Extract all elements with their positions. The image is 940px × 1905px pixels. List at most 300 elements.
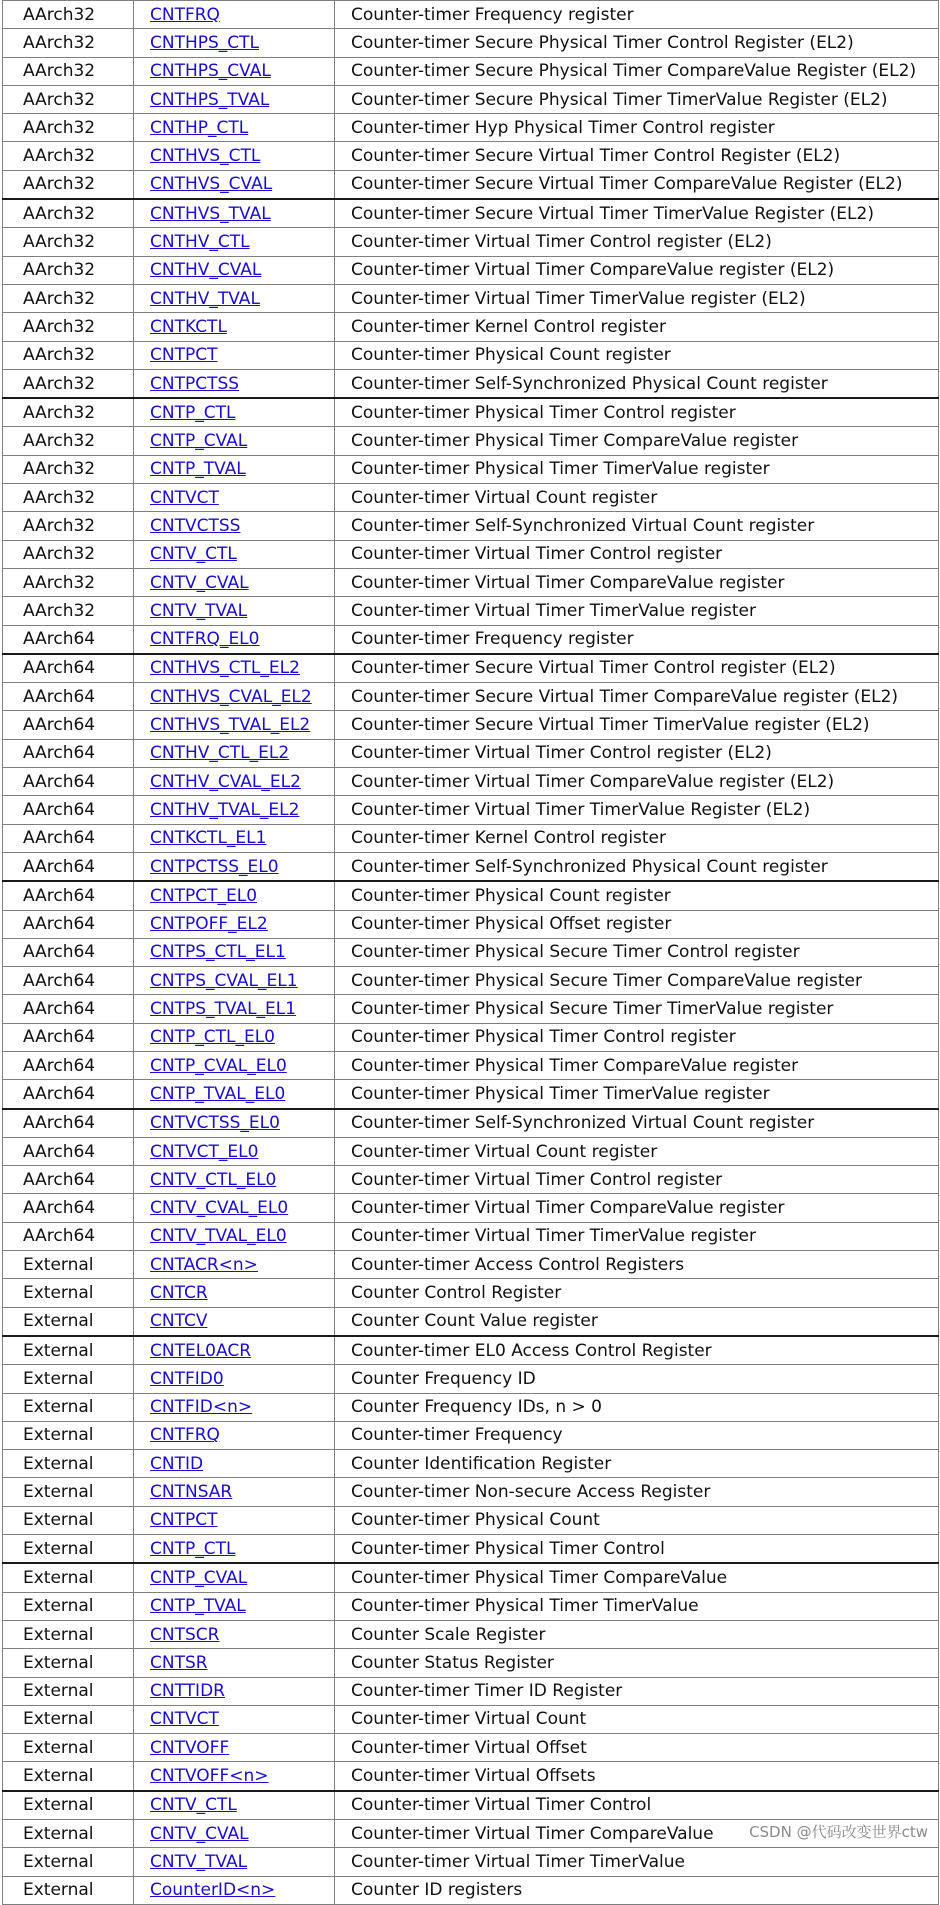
register-name-cell — [134, 1080, 335, 1109]
register-link[interactable]: CNTHPS_TVAL — [150, 89, 270, 110]
register-description-cell: Counter-timer Physical Secure Timer TimerValue register — [335, 995, 939, 1023]
register-link[interactable]: CNTHPS_CVAL — [150, 61, 271, 82]
table-row — [3, 625, 939, 654]
table-row — [3, 1023, 939, 1051]
table-row — [3, 796, 939, 824]
execution-state-cell: AArch64 — [3, 1109, 134, 1138]
register-name-cell — [134, 1876, 335, 1904]
table-row — [3, 938, 939, 966]
execution-state-cell: AArch64 — [3, 995, 134, 1023]
register-link[interactable]: CNTVOFF<n> — [150, 1766, 269, 1787]
register-link[interactable]: CNTV_TVAL — [150, 1851, 248, 1872]
register-description-cell: Counter-timer Virtual Timer Control register — [335, 540, 939, 568]
register-name-cell — [134, 1535, 335, 1564]
execution-state-cell: AArch32 — [3, 85, 134, 113]
register-link[interactable]: CNTP_TVAL_EL0 — [150, 1083, 286, 1104]
register-description-cell: Counter-timer Physical Timer CompareValue — [335, 1563, 939, 1592]
register-description-cell: Counter-timer Frequency register — [335, 1, 939, 29]
register-description-cell: Counter-timer Virtual Timer Control register (EL2) — [335, 228, 939, 256]
execution-state-cell: AArch32 — [3, 1, 134, 29]
table-row — [3, 142, 939, 170]
register-description-cell: Counter-timer Virtual Timer Control register — [335, 1166, 939, 1194]
register-name-cell — [134, 1820, 335, 1848]
table-row — [3, 1649, 939, 1677]
table-row — [3, 654, 939, 683]
register-link[interactable]: CNTHP_CTL — [150, 117, 249, 138]
register-link[interactable]: CNTHVS_TVAL_EL2 — [150, 715, 311, 736]
execution-state-cell: AArch32 — [3, 398, 134, 427]
register-name-cell — [134, 1194, 335, 1222]
register-link[interactable]: CNTSCR — [150, 1624, 220, 1645]
execution-state-cell: External — [3, 1848, 134, 1876]
register-description-cell: Counter-timer Virtual Timer TimerValue — [335, 1848, 939, 1876]
register-link[interactable]: CNTID — [150, 1453, 204, 1474]
register-name-cell — [134, 568, 335, 596]
register-name-cell — [134, 1109, 335, 1138]
register-name-cell — [134, 398, 335, 427]
execution-state-cell: AArch32 — [3, 228, 134, 256]
table-row — [3, 228, 939, 256]
execution-state-cell: External — [3, 1336, 134, 1365]
register-description-cell: Counter-timer Self-Synchronized Virtual Count register — [335, 1109, 939, 1138]
register-description-cell: Counter-timer Physical Timer Control — [335, 1535, 939, 1564]
register-name-cell — [134, 1166, 335, 1194]
execution-state-cell: External — [3, 1649, 134, 1677]
register-link[interactable]: CNTP_CTL — [150, 402, 236, 423]
register-description-cell: Counter-timer Virtual Timer CompareValue register — [335, 568, 939, 596]
table-row — [3, 284, 939, 312]
execution-state-cell: External — [3, 1762, 134, 1791]
execution-state-cell: AArch32 — [3, 57, 134, 85]
execution-state-cell: External — [3, 1535, 134, 1564]
register-description-cell: Counter-timer Physical Count register — [335, 881, 939, 910]
register-name-cell — [134, 484, 335, 512]
register-link[interactable]: CNTPCT — [150, 1510, 218, 1531]
table-row — [3, 1620, 939, 1648]
register-name-cell — [134, 1649, 335, 1677]
register-description-cell: Counter-timer Hyp Physical Timer Control register — [335, 114, 939, 142]
register-link[interactable]: CNTV_CTL — [150, 1795, 237, 1816]
register-link[interactable]: CNTHVS_CVAL — [150, 174, 273, 195]
register-name-cell — [134, 711, 335, 739]
register-table — [2, 0, 939, 1905]
register-description-cell: Counter-timer Frequency register — [335, 625, 939, 654]
register-name-cell — [134, 1848, 335, 1876]
register-name-cell — [134, 1762, 335, 1791]
register-description-cell: Counter-timer Secure Virtual Timer Control Register (EL2) — [335, 142, 939, 170]
register-description-cell: Counter-timer Self-Synchronized Physical Count register — [335, 852, 939, 881]
table-row — [3, 1421, 939, 1449]
table-row — [3, 1051, 939, 1079]
register-link[interactable]: CNTV_CVAL — [150, 572, 249, 593]
register-link[interactable]: CNTHV_CVAL_EL2 — [150, 771, 301, 792]
register-description-cell: Counter-timer Kernel Control register — [335, 313, 939, 341]
register-name-cell — [134, 170, 335, 199]
table-row — [3, 881, 939, 910]
register-link[interactable]: CNTVCTSS — [150, 515, 241, 536]
execution-state-cell: AArch32 — [3, 341, 134, 369]
register-link[interactable]: CNTP_CTL_EL0 — [150, 1027, 275, 1048]
register-name-cell — [134, 1563, 335, 1592]
register-link[interactable]: CNTV_TVAL_EL0 — [150, 1226, 287, 1247]
register-link[interactable]: CNTCR — [150, 1283, 208, 1303]
register-name-cell — [134, 625, 335, 654]
table-row — [3, 398, 939, 427]
register-name-cell — [134, 427, 335, 455]
execution-state-cell: External — [3, 1592, 134, 1620]
register-name-cell — [134, 1365, 335, 1393]
register-name-cell — [134, 739, 335, 767]
register-link[interactable]: CNTV_CTL — [150, 544, 237, 565]
register-name-cell — [134, 1251, 335, 1279]
execution-state-cell: External — [3, 1820, 134, 1848]
register-link[interactable]: CNTV_CVAL_EL0 — [150, 1198, 289, 1219]
register-description-cell: Counter-timer Virtual Timer CompareValue — [335, 1820, 939, 1848]
register-link[interactable]: CNTV_CTL_EL0 — [150, 1169, 277, 1190]
register-description-cell: Counter Frequency IDs, n > 0 — [335, 1393, 939, 1421]
register-link[interactable]: CNTFRQ_EL0 — [150, 629, 260, 650]
register-description-cell: Counter-timer Virtual Offsets — [335, 1762, 939, 1791]
register-link[interactable]: CNTPCTSS_EL0 — [150, 856, 279, 877]
table-row — [3, 369, 939, 398]
table-row — [3, 1677, 939, 1705]
register-link[interactable]: CNTVCTSS_EL0 — [150, 1113, 280, 1134]
execution-state-cell: AArch64 — [3, 1222, 134, 1250]
table-row — [3, 1365, 939, 1393]
register-link[interactable]: CNTP_CTL — [150, 1538, 236, 1559]
register-name-cell — [134, 1592, 335, 1620]
register-link[interactable]: CNTKCTL — [150, 316, 227, 337]
register-description-cell: Counter-timer Physical Timer TimerValue register — [335, 455, 939, 483]
register-description-cell: Counter-timer Physical Count register — [335, 341, 939, 369]
register-name-cell — [134, 1791, 335, 1820]
table-row — [3, 455, 939, 483]
register-link[interactable]: CNTVCT_EL0 — [150, 1141, 259, 1162]
table-row — [3, 85, 939, 113]
register-name-cell — [134, 1307, 335, 1336]
table-row — [3, 29, 939, 57]
register-link[interactable]: CNTPCT — [150, 345, 218, 366]
register-link[interactable]: CNTFID<n> — [150, 1397, 253, 1418]
register-link[interactable]: CNTHVS_TVAL — [150, 203, 271, 224]
register-description-cell: Counter-timer Physical Timer Control register — [335, 398, 939, 427]
execution-state-cell: External — [3, 1705, 134, 1733]
register-link[interactable]: CNTSR — [150, 1652, 208, 1673]
execution-state-cell: AArch64 — [3, 1023, 134, 1051]
register-description-cell: Counter ID registers — [335, 1876, 939, 1904]
table-row — [3, 711, 939, 739]
register-description-cell: Counter Status Register — [335, 1649, 939, 1677]
table-row — [3, 1535, 939, 1564]
register-link[interactable]: CNTTIDR — [150, 1681, 225, 1702]
register-name-cell — [134, 1051, 335, 1079]
table-row — [3, 1705, 939, 1733]
register-description-cell: Counter-timer Secure Physical Timer TimerValue Register (EL2) — [335, 85, 939, 113]
table-row — [3, 1791, 939, 1820]
register-name-cell — [134, 1279, 335, 1307]
register-link[interactable]: CNTEL0ACR — [150, 1340, 252, 1361]
table-row — [3, 1450, 939, 1478]
register-link[interactable]: CNTVCT — [150, 1709, 219, 1730]
table-row — [3, 1194, 939, 1222]
register-description-cell: Counter Identification Register — [335, 1450, 939, 1478]
register-description-cell: Counter Frequency ID — [335, 1365, 939, 1393]
register-description-cell: Counter-timer EL0 Access Control Register — [335, 1336, 939, 1365]
table-row — [3, 114, 939, 142]
register-link[interactable]: CNTPCT_EL0 — [150, 885, 258, 906]
execution-state-cell: AArch32 — [3, 284, 134, 312]
table-row — [3, 1876, 939, 1904]
register-description-cell: Counter-timer Physical Timer TimerValue — [335, 1592, 939, 1620]
register-description-cell: Counter-timer Secure Physical Timer CompareValue Register (EL2) — [335, 57, 939, 85]
register-link[interactable]: CNTHV_CTL_EL2 — [150, 743, 290, 764]
register-description-cell: Counter-timer Physical Timer CompareValue register — [335, 1051, 939, 1079]
table-row — [3, 1762, 939, 1791]
register-name-cell — [134, 683, 335, 711]
register-name-cell — [134, 341, 335, 369]
register-link[interactable]: CNTHVS_CVAL_EL2 — [150, 686, 312, 707]
table-row — [3, 824, 939, 852]
table-row — [3, 967, 939, 995]
register-name-cell — [134, 284, 335, 312]
register-description-cell: Counter-timer Virtual Timer Control — [335, 1791, 939, 1820]
register-link[interactable]: CNTNSAR — [150, 1482, 233, 1503]
table-row — [3, 341, 939, 369]
register-name-cell — [134, 768, 335, 796]
register-name-cell — [134, 1620, 335, 1648]
table-row — [3, 427, 939, 455]
register-link[interactable]: CNTFRQ — [150, 1425, 220, 1446]
execution-state-cell: AArch64 — [3, 1051, 134, 1079]
execution-state-cell: AArch64 — [3, 938, 134, 966]
table-row — [3, 1393, 939, 1421]
table-row — [3, 256, 939, 284]
execution-state-cell: AArch32 — [3, 484, 134, 512]
register-name-cell — [134, 1, 335, 29]
execution-state-cell: AArch32 — [3, 142, 134, 170]
execution-state-cell: External — [3, 1365, 134, 1393]
execution-state-cell: External — [3, 1791, 134, 1820]
table-row — [3, 170, 939, 199]
register-name-cell — [134, 256, 335, 284]
register-description-cell: Counter-timer Virtual Timer CompareValue register (EL2) — [335, 768, 939, 796]
register-name-cell — [134, 1677, 335, 1705]
register-description-cell: Counter Count Value register — [335, 1307, 939, 1336]
register-link[interactable]: CNTHV_CTL — [150, 232, 250, 253]
register-link[interactable]: CNTV_CVAL — [150, 1823, 249, 1844]
register-name-cell — [134, 1705, 335, 1733]
register-name-cell — [134, 654, 335, 683]
table-row — [3, 597, 939, 625]
register-description-cell: Counter-timer Virtual Count — [335, 1705, 939, 1733]
execution-state-cell: AArch64 — [3, 1166, 134, 1194]
register-link[interactable]: CNTFRQ — [150, 4, 220, 25]
table-row — [3, 1080, 939, 1109]
register-name-cell — [134, 85, 335, 113]
register-name-cell — [134, 1421, 335, 1449]
register-link[interactable]: CNTP_TVAL — [150, 459, 246, 480]
register-name-cell — [134, 57, 335, 85]
table-row — [3, 910, 939, 938]
execution-state-cell: AArch64 — [3, 625, 134, 654]
register-link[interactable]: CNTPCTSS — [150, 373, 240, 394]
register-name-cell — [134, 796, 335, 824]
register-name-cell — [134, 114, 335, 142]
execution-state-cell: AArch32 — [3, 455, 134, 483]
table-row — [3, 1592, 939, 1620]
table-row — [3, 1336, 939, 1365]
register-link[interactable]: CNTHV_TVAL — [150, 288, 260, 309]
register-description-cell: Counter-timer Secure Virtual Timer CompareValue register (EL2) — [335, 683, 939, 711]
register-link[interactable]: CNTP_CVAL_EL0 — [150, 1055, 287, 1076]
register-description-cell: Counter-timer Secure Virtual Timer TimerValue Register (EL2) — [335, 199, 939, 228]
execution-state-cell: AArch32 — [3, 170, 134, 199]
execution-state-cell: External — [3, 1734, 134, 1762]
register-name-cell — [134, 369, 335, 398]
register-name-cell — [134, 881, 335, 910]
register-description-cell: Counter-timer Virtual Timer TimerValue register — [335, 597, 939, 625]
table-row — [3, 1251, 939, 1279]
execution-state-cell: AArch64 — [3, 910, 134, 938]
table-row — [3, 512, 939, 540]
register-description-cell: Counter-timer Physical Offset register — [335, 910, 939, 938]
register-description-cell: Counter Control Register — [335, 1279, 939, 1307]
register-link[interactable]: CNTP_CVAL — [150, 1567, 248, 1588]
register-description-cell: Counter-timer Virtual Offset — [335, 1734, 939, 1762]
table-row — [3, 1137, 939, 1165]
table-row — [3, 1307, 939, 1336]
execution-state-cell: AArch64 — [3, 852, 134, 881]
execution-state-cell: External — [3, 1506, 134, 1534]
register-link[interactable]: CNTP_CVAL — [150, 431, 248, 452]
register-name-cell — [134, 1023, 335, 1051]
execution-state-cell: AArch32 — [3, 597, 134, 625]
register-link[interactable]: CNTCV — [150, 1311, 208, 1332]
register-link[interactable]: CNTPS_TVAL_EL1 — [150, 999, 297, 1020]
register-table-body — [3, 1, 939, 1905]
execution-state-cell: External — [3, 1620, 134, 1648]
register-link[interactable]: CounterID<n> — [150, 1880, 276, 1901]
register-name-cell — [134, 1137, 335, 1165]
register-name-cell — [134, 938, 335, 966]
register-link[interactable]: CNTHV_CVAL — [150, 260, 262, 281]
table-row — [3, 1734, 939, 1762]
register-description-cell: Counter-timer Virtual Count register — [335, 484, 939, 512]
register-link[interactable]: CNTPS_CVAL_EL1 — [150, 970, 298, 991]
register-link[interactable]: CNTP_TVAL — [150, 1596, 246, 1617]
register-description-cell: Counter-timer Virtual Timer CompareValue register (EL2) — [335, 256, 939, 284]
execution-state-cell: External — [3, 1421, 134, 1449]
execution-state-cell: AArch32 — [3, 369, 134, 398]
table-row — [3, 852, 939, 881]
register-link[interactable]: CNTPOFF_EL2 — [150, 914, 268, 935]
execution-state-cell: External — [3, 1478, 134, 1506]
execution-state-cell: External — [3, 1251, 134, 1279]
table-row — [3, 1109, 939, 1138]
register-description-cell: Counter-timer Physical Timer TimerValue register — [335, 1080, 939, 1109]
register-description-cell: Counter-timer Access Control Registers — [335, 1251, 939, 1279]
register-description-cell: Counter-timer Virtual Timer TimerValue register (EL2) — [335, 284, 939, 312]
register-link[interactable]: CNTHVS_CTL_EL2 — [150, 658, 300, 679]
register-description-cell: Counter-timer Kernel Control register — [335, 824, 939, 852]
table-row — [3, 683, 939, 711]
register-link[interactable]: CNTVCT — [150, 487, 219, 508]
execution-state-cell: AArch32 — [3, 199, 134, 228]
register-name-cell — [134, 1336, 335, 1365]
table-row — [3, 995, 939, 1023]
table-row — [3, 313, 939, 341]
execution-state-cell: External — [3, 1279, 134, 1307]
register-description-cell: Counter-timer Physical Secure Timer CompareValue register — [335, 967, 939, 995]
register-link[interactable]: CNTPS_CTL_EL1 — [150, 942, 286, 963]
register-description-cell: Counter-timer Virtual Timer CompareValue register — [335, 1194, 939, 1222]
register-description-cell: Counter-timer Secure Physical Timer Control Register (EL2) — [335, 29, 939, 57]
register-name-cell — [134, 540, 335, 568]
register-name-cell — [134, 29, 335, 57]
execution-state-cell: AArch64 — [3, 711, 134, 739]
register-name-cell — [134, 455, 335, 483]
register-link[interactable]: CNTACR<n> — [150, 1254, 258, 1275]
register-name-cell — [134, 852, 335, 881]
table-row — [3, 739, 939, 767]
execution-state-cell: External — [3, 1307, 134, 1336]
register-name-cell — [134, 967, 335, 995]
execution-state-cell: AArch64 — [3, 796, 134, 824]
register-name-cell — [134, 910, 335, 938]
register-link[interactable]: CNTHV_TVAL_EL2 — [150, 799, 300, 820]
execution-state-cell: AArch64 — [3, 1194, 134, 1222]
execution-state-cell: External — [3, 1677, 134, 1705]
register-link[interactable]: CNTV_TVAL — [150, 600, 248, 621]
register-description-cell: Counter-timer Virtual Timer TimerValue Register (EL2) — [335, 796, 939, 824]
register-link[interactable]: CNTHVS_CTL — [150, 146, 261, 167]
register-name-cell — [134, 1222, 335, 1250]
table-row — [3, 768, 939, 796]
register-name-cell — [134, 142, 335, 170]
register-description-cell: Counter-timer Self-Synchronized Physical Count register — [335, 369, 939, 398]
register-description-cell: Counter-timer Secure Virtual Timer TimerValue register (EL2) — [335, 711, 939, 739]
register-link[interactable]: CNTHPS_CTL — [150, 32, 260, 53]
register-description-cell: Counter-timer Virtual Count register — [335, 1137, 939, 1165]
register-name-cell — [134, 995, 335, 1023]
execution-state-cell: AArch64 — [3, 768, 134, 796]
execution-state-cell: AArch32 — [3, 427, 134, 455]
register-link[interactable]: CNTKCTL_EL1 — [150, 828, 267, 849]
register-description-cell: Counter-timer Physical Secure Timer Control register — [335, 938, 939, 966]
table-row — [3, 568, 939, 596]
register-description-cell: Counter-timer Physical Count — [335, 1506, 939, 1534]
table-row — [3, 1848, 939, 1876]
execution-state-cell: AArch64 — [3, 967, 134, 995]
execution-state-cell: AArch64 — [3, 881, 134, 910]
register-table-container — [2, 0, 938, 1905]
register-description-cell: Counter-timer Frequency — [335, 1421, 939, 1449]
register-link[interactable]: CNTFID0 — [150, 1368, 224, 1389]
execution-state-cell: External — [3, 1876, 134, 1904]
execution-state-cell: AArch32 — [3, 540, 134, 568]
register-name-cell — [134, 313, 335, 341]
table-row — [3, 540, 939, 568]
table-row — [3, 484, 939, 512]
register-name-cell — [134, 512, 335, 540]
register-link[interactable]: CNTVOFF — [150, 1737, 230, 1758]
execution-state-cell: External — [3, 1450, 134, 1478]
execution-state-cell: AArch32 — [3, 568, 134, 596]
register-name-cell — [134, 1506, 335, 1534]
table-row — [3, 1, 939, 29]
execution-state-cell: AArch32 — [3, 512, 134, 540]
execution-state-cell: AArch64 — [3, 1137, 134, 1165]
